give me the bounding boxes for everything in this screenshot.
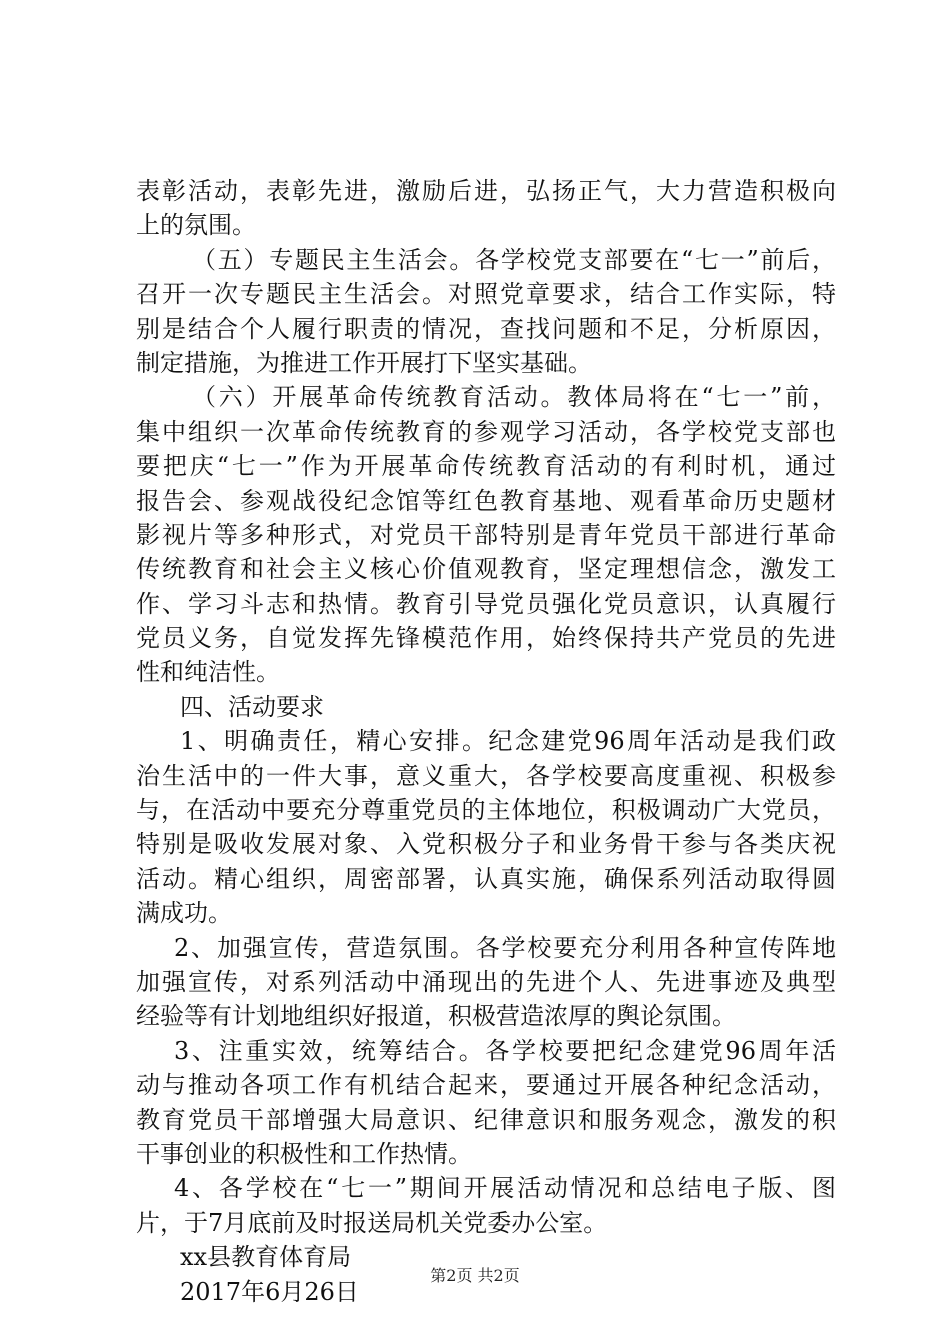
paragraph-line: 治生活中的一件大事，意义重大，各学校要高度重视、积极参: [136, 761, 836, 790]
paragraph-line: 报告会、参观战役纪念馆等红色教育基地、观看革命历史题材: [136, 486, 836, 515]
paragraph-line: 3、注重实效，统筹结合。各学校要把纪念建党96周年活: [174, 1036, 836, 1065]
paragraph-line: 影视片等多种形式，对党员干部特别是青年党员干部进行革命: [136, 520, 836, 549]
paragraph-line: 加强宣传，对系列活动中涌现出的先进个人、先进事迹及典型: [136, 967, 836, 996]
paragraph-line: 2、加强宣传，营造氛围。各学校要充分利用各种宣传阵地: [174, 933, 836, 962]
signature-organization: xx县教育体育局: [180, 1243, 352, 1272]
paragraph-line: 特别是吸收发展对象、入党积极分子和业务骨干参与各类庆祝: [136, 830, 836, 859]
paragraph-line: 传统教育和社会主义核心价值观教育，坚定理想信念，激发工: [136, 555, 836, 584]
paragraph-line: 上的氛围。: [136, 211, 256, 240]
paragraph-line: （六）开展革命传统教育活动。教体局将在“七一”前，: [192, 383, 836, 412]
paragraph-line: 4、各学校在“七一”期间开展活动情况和总结电子版、图: [174, 1174, 836, 1203]
paragraph-line: 片，于7月底前及时报送局机关党委办公室。: [136, 1208, 608, 1237]
paragraph-line: 性和纯洁性。: [136, 658, 280, 687]
paragraph-line: 作、学习斗志和热情。教育引导党员强化党员意识，认真履行: [136, 589, 836, 618]
paragraph-line: 召开一次专题民主生活会。对照党章要求，结合工作实际，特: [136, 280, 836, 309]
document-body: [136, 174, 836, 1309]
paragraph-line: 动与推动各项工作有机结合起来，要通过开展各种纪念活动，: [136, 1071, 836, 1100]
signature-date: 2017年6月26日: [180, 1277, 359, 1306]
paragraph-line: （五）专题民主生活会。各学校党支部要在“七一”前后，: [192, 245, 836, 274]
paragraph-line: 要把庆“七一”作为开展革命传统教育活动的有利时机，通过: [136, 452, 836, 481]
paragraph-line: 满成功。: [136, 899, 232, 928]
paragraph-line: 干事创业的积极性和工作热情。: [136, 1139, 472, 1168]
paragraph-line: 表彰活动，表彰先进，激励后进，弘扬正气，大力营造积极向: [136, 177, 836, 205]
paragraph-line: 别是结合个人履行职责的情况，查找问题和不足，分析原因，: [136, 314, 836, 343]
paragraph-line: 与，在活动中要充分尊重党员的主体地位，积极调动广大党员，: [136, 796, 836, 825]
paragraph-line: 1、明确责任，精心安排。纪念建党96周年活动是我们政: [180, 727, 836, 756]
paragraph-line: 党员义务，自觉发挥先锋模范作用，始终保持共产党员的先进: [136, 624, 836, 653]
paragraph-line: 集中组织一次革命传统教育的参观学习活动，各学校党支部也: [136, 417, 836, 446]
section-heading: 四、活动要求: [180, 692, 324, 721]
paragraph-line: 经验等有计划地组织好报道，积极营造浓厚的舆论氛围。: [136, 1002, 736, 1031]
paragraph-line: 教育党员干部增强大局意识、纪律意识和服务观念，激发的积: [136, 1105, 836, 1134]
paragraph-line: 制定措施，为推进工作开展打下坚实基础。: [136, 348, 592, 377]
page-footer: 第2页 共2页: [430, 1266, 520, 1285]
paragraph-line: 活动。精心组织，周密部署，认真实施，确保系列活动取得圆: [136, 864, 836, 893]
